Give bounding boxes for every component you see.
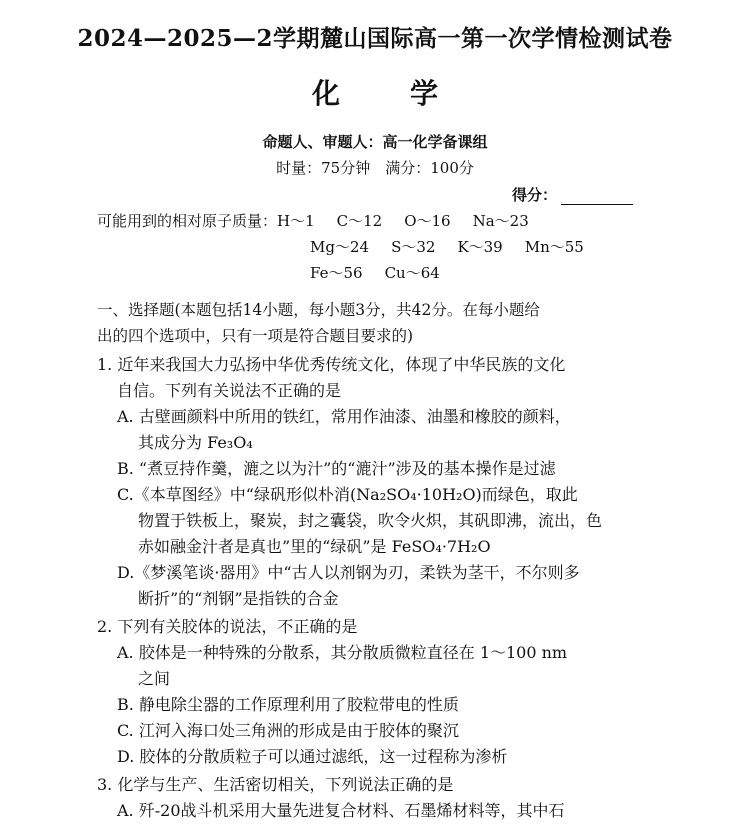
atomic-masses-row-3 (310, 262, 462, 283)
atom-mass: H～1 (277, 212, 315, 230)
score-label: 得分： (512, 186, 558, 204)
question-2-option-d: D. 胶体的分散质粒子可以通过滤纸，这一过程称为渗析 (117, 747, 508, 766)
atom-mass: Mg～24 (310, 238, 370, 256)
atom-mass: S～32 (391, 238, 436, 256)
question-2-option-a: A. 胶体是一种特殊的分散系，其分散质微粒直径在 1～100 nm (117, 643, 568, 662)
atomic-masses-row-2 (310, 236, 606, 257)
atom-mass: O～16 (404, 212, 451, 230)
atom-mass: Na～23 (472, 212, 529, 230)
atom-mass: Cu～64 (384, 264, 440, 282)
atom-mass: Mn～55 (524, 238, 584, 256)
score-field (512, 184, 633, 205)
atomic-masses-row-1 (97, 210, 551, 231)
subject-title (0, 72, 750, 112)
question-1-option-c: C.《本草图经》中“绿矾形似朴消(Na₂SO₄·10H₂O)而绿色，取此 (117, 485, 578, 504)
authors-line: 命题人、审题人：高一化学备课组 (262, 133, 488, 151)
question-3-option-a: A. 歼-20战斗机采用大量先进复合材料、石墨烯材料等，其中石 (117, 801, 565, 820)
atom-mass: K～39 (457, 238, 503, 256)
question-1-option-c-cont: 物置于铁板上，聚炭，封之囊袋，吹令火炽，其矾即沸，流出，色 (138, 511, 603, 530)
section-heading: 一、选择题(本题包括14小题，每小题3分，共42分。在每小题给 (97, 301, 540, 319)
question-2-option-c: C. 江河入海口处三角洲的形成是由于胶体的聚沉 (117, 721, 459, 740)
question-1-option-b: B. “煮豆持作羹，漉之以为汁”的“漉汁”涉及的基本操作是过滤 (117, 459, 556, 478)
atom-mass: C～12 (336, 212, 383, 230)
question-1-option-a: A. 古壁画颜料中所用的铁红，常用作油漆、油墨和橡胶的颜料， (117, 407, 571, 426)
atom-mass: Fe～56 (310, 264, 363, 282)
question-3-stem: 3. 化学与生产、生活密切相关，下列说法正确的是 (97, 775, 454, 794)
question-2-option-b: B. 静电除尘器的工作原理利用了胶粒带电的性质 (117, 695, 459, 714)
timing-line: 时量：75分钟 满分：100分 (276, 159, 474, 177)
question-1-option-d-cont: 断折”的“剂钢”是指铁的合金 (138, 589, 339, 608)
atomic-masses-label: 可能用到的相对原子质量： (97, 212, 278, 230)
question-1-option-d: D.《梦溪笔谈·器用》中“古人以剂钢为刃，柔铁为茎干，不尔则多 (117, 563, 580, 582)
question-2-option-a-cont: 之间 (138, 669, 171, 688)
question-1-stem-cont: 自信。下列有关说法不正确的是 (117, 381, 342, 400)
question-1-option-c-cont: 赤如融金汁者是真也”里的“绿矾”是 FeSO₄·7H₂O (138, 537, 491, 556)
subject-char-1: 化 (311, 77, 340, 110)
question-1-stem: 1. 近年来我国大力弘扬中华优秀传统文化，体现了中华民族的文化 (97, 355, 566, 374)
subject-char-2: 学 (410, 77, 439, 110)
question-2-stem: 2. 下列有关胶体的说法，不正确的是 (97, 617, 358, 636)
question-1-option-a-cont: 其成分为 Fe₃O₄ (138, 433, 253, 452)
section-heading-cont: 出的四个选项中，只有一项是符合题目要求的) (97, 327, 414, 345)
exam-title: 2024—2025—2学期麓山国际高一第一次学情检测试卷 (77, 25, 673, 52)
score-blank (561, 190, 633, 205)
